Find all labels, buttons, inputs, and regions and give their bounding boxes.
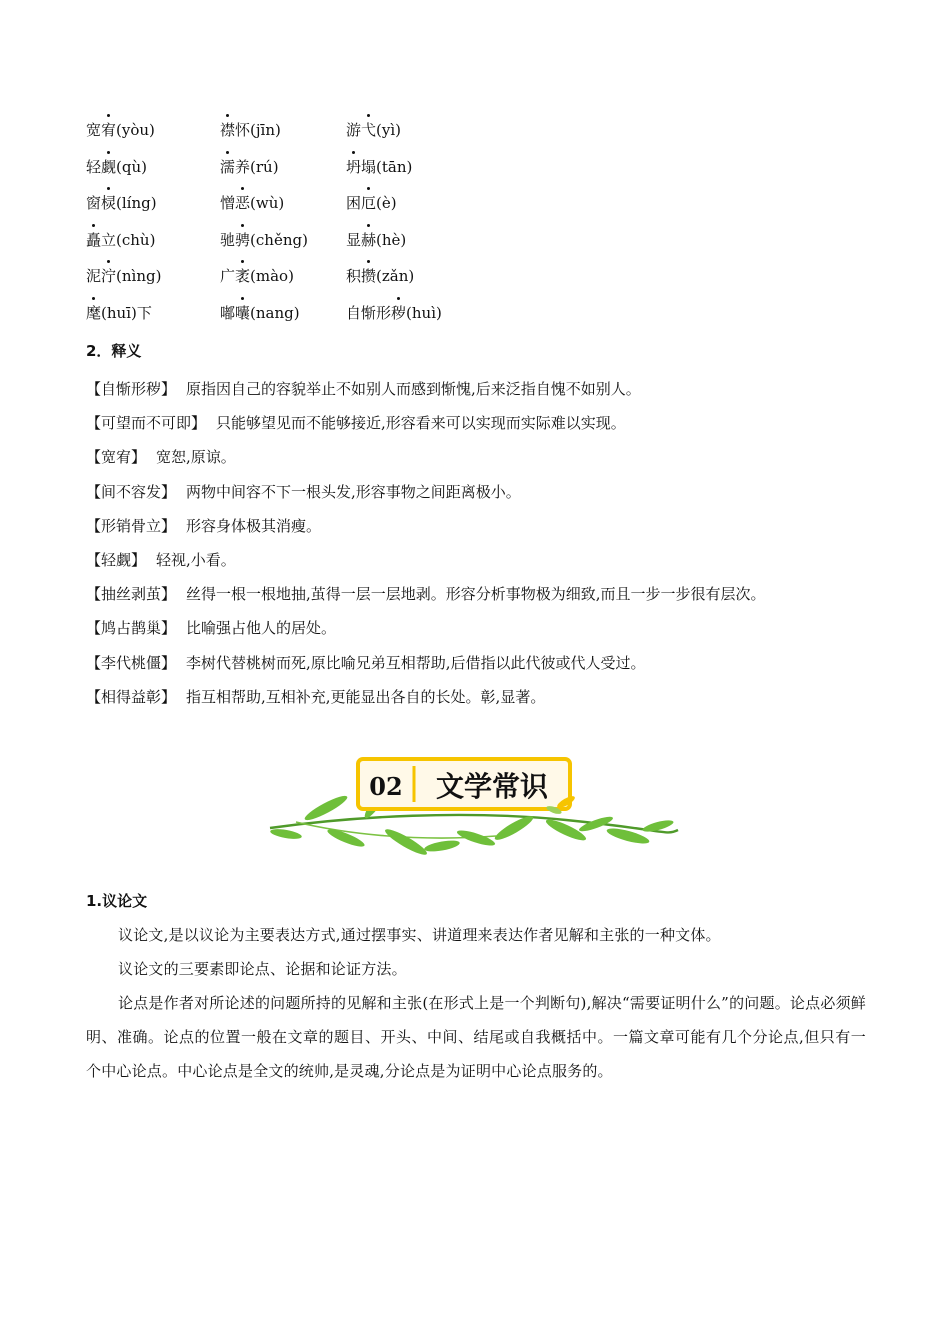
pinyin-marked-char: 厄	[361, 189, 376, 217]
pinyin-marked-char: 棂	[101, 189, 116, 217]
definition-term: 【形销骨立】	[86, 516, 177, 535]
definition-item	[86, 646, 766, 680]
pinyin-entry	[346, 189, 506, 226]
pinyin-suffix: (yì)	[376, 121, 402, 139]
pinyin-prefix: 困	[346, 194, 362, 212]
pinyin-entry	[346, 299, 506, 336]
pinyin-marked-char: 攒	[361, 262, 376, 290]
pinyin-marked-char: 弋	[361, 116, 376, 144]
essay-paragraph: 议论文,是以议论为主要表达方式,通过摆事实、讲道理来表达作者见解和主张的一种文体。	[118, 926, 721, 944]
pinyin-suffix: (chěng)	[250, 230, 308, 249]
definition-text: 轻视,小看。	[156, 550, 236, 569]
pinyin-entry	[86, 153, 220, 190]
definitions-list	[86, 372, 766, 714]
pinyin-marked-char: 濡	[220, 153, 235, 181]
pinyin-marked-char: 觑	[101, 153, 116, 181]
definition-term: 【可望而不可即】	[86, 414, 207, 433]
definition-term: 【李代桃僵】	[86, 653, 177, 672]
definition-text: 原指因自己的容貌举止不如别人而感到惭愧,后来泛指自愧不如别人。	[186, 380, 641, 398]
pinyin-marked-char: 泞	[101, 262, 116, 290]
pinyin-marked-char: 襟	[220, 116, 235, 144]
pinyin-entry	[346, 262, 506, 299]
pinyin-grid	[86, 116, 506, 335]
banner-number: 02	[369, 772, 403, 801]
definition-text: 两物中间容不下一根头发,形容事物之间距离极小。	[186, 482, 521, 501]
pinyin-entry	[86, 299, 220, 336]
definition-item	[86, 440, 766, 474]
pinyin-entry	[220, 116, 346, 153]
pinyin-entry	[220, 153, 346, 190]
pinyin-suffix: (qù)	[116, 157, 147, 176]
essay-paragraph: 论点是作者对所论述的问题所持的见解和主张(在形式上是一个判断句),解决“需要证明什么”的问题。论点必须鲜明、准确。论点的位置一般在文章的题目、开头、中间、结尾或自我概括中。一篇文章可能有几个分论点,但只有一个中心论点。中心论点是全文的统帅,是灵魂,分论点是为证明中心论点服务的。	[86, 994, 866, 1080]
pinyin-entry	[86, 189, 220, 226]
essay-paragraph: 议论文的三要素即论点、论据和论证方法。	[118, 960, 407, 978]
definition-item	[86, 680, 766, 714]
pinyin-suffix: (nang)	[250, 303, 300, 322]
pinyin-entry	[220, 299, 346, 336]
pinyin-suffix: 怀(jīn)	[235, 121, 281, 139]
pinyin-suffix: 养(rú)	[235, 157, 279, 176]
pinyin-suffix: 塌(tān)	[361, 157, 413, 176]
definition-item	[86, 406, 766, 440]
definition-item	[86, 475, 766, 509]
definition-item	[86, 509, 766, 543]
pinyin-suffix: (wù)	[250, 194, 285, 212]
banner-title: 文学常识	[435, 770, 549, 803]
definition-text: 宽恕,原谅。	[156, 448, 236, 467]
pinyin-prefix: 轻	[86, 157, 102, 176]
definition-term: 【轻觑】	[86, 550, 147, 569]
definition-text: 比喻强占他人的居处。	[186, 619, 337, 638]
pinyin-entry	[346, 226, 506, 263]
definition-text: 只能够望见而不能够接近,形容看来可以实现而实际难以实现。	[216, 414, 626, 433]
pinyin-prefix: 显	[346, 230, 362, 249]
essay-body	[86, 918, 866, 1088]
definition-text: 指互相帮助,互相补充,更能显出各自的长处。彰,显著。	[186, 687, 546, 706]
pinyin-entry	[220, 189, 346, 226]
pinyin-marked-char: 袤	[235, 262, 250, 290]
pinyin-marked-char: 宥	[101, 116, 116, 144]
definition-term: 【自惭形秽】	[86, 380, 177, 398]
section-banner	[266, 750, 686, 860]
pinyin-entry	[346, 116, 506, 153]
definition-text: 丝得一根一根地抽,茧得一层一层地剥。形容分析事物极为细致,而且一步一步很有层次。	[186, 585, 766, 604]
definition-item	[86, 577, 766, 611]
definition-term: 【鸠占鹊巢】	[86, 619, 177, 638]
pinyin-entry	[220, 262, 346, 299]
pinyin-suffix: (huī)下	[101, 303, 152, 322]
definition-term: 【间不容发】	[86, 482, 177, 501]
pinyin-prefix: 积	[346, 267, 362, 285]
pinyin-prefix: 游	[346, 121, 362, 139]
pinyin-marked-char: 骋	[235, 226, 250, 254]
pinyin-marked-char: 恶	[235, 189, 250, 217]
definition-term: 【抽丝剥茧】	[86, 585, 177, 604]
pinyin-prefix: 憎	[220, 194, 236, 212]
definition-term: 【相得益彰】	[86, 687, 177, 706]
section-heading-definitions: 2．释义	[86, 342, 142, 360]
pinyin-suffix: 立(chù)	[101, 230, 156, 249]
pinyin-marked-char: 囔	[235, 299, 250, 327]
pinyin-marked-char: 坍	[346, 153, 361, 181]
pinyin-suffix: (hè)	[376, 230, 407, 249]
pinyin-suffix: (è)	[376, 194, 397, 212]
pinyin-entry	[346, 153, 506, 190]
pinyin-prefix: 驰	[220, 230, 236, 249]
pinyin-entry	[220, 226, 346, 263]
pinyin-prefix: 宽	[86, 121, 102, 139]
pinyin-entry	[86, 262, 220, 299]
pinyin-marked-char: 麾	[86, 299, 101, 327]
pinyin-prefix: 窗	[86, 194, 102, 212]
pinyin-suffix: (mào)	[250, 267, 294, 285]
pinyin-prefix: 泥	[86, 267, 102, 285]
pinyin-marked-char: 赫	[361, 226, 376, 254]
pinyin-prefix: 自惭形	[346, 303, 392, 322]
definition-text: 李树代替桃树而死,原比喻兄弟互相帮助,后借指以此代彼或代人受过。	[186, 653, 646, 672]
section-heading-essay: 1.议论文	[86, 892, 148, 910]
definition-text: 形容身体极其消瘦。	[186, 516, 322, 535]
pinyin-entry	[86, 116, 220, 153]
definition-item	[86, 611, 766, 645]
pinyin-suffix: (yòu)	[116, 121, 155, 139]
definition-term: 【宽宥】	[86, 448, 147, 467]
pinyin-suffix: (zǎn)	[376, 267, 415, 285]
pinyin-marked-char: 矗	[86, 226, 101, 254]
pinyin-entry	[86, 226, 220, 263]
pinyin-marked-char: 秽	[391, 299, 406, 327]
banner-graphic	[266, 750, 686, 860]
pinyin-prefix: 广	[220, 267, 236, 285]
pinyin-suffix: (líng)	[116, 194, 157, 212]
pinyin-prefix: 嘟	[220, 303, 236, 322]
pinyin-suffix: (nìng)	[116, 267, 162, 285]
pinyin-suffix: (huì)	[406, 303, 442, 322]
definition-item	[86, 372, 766, 406]
definition-item	[86, 543, 766, 577]
